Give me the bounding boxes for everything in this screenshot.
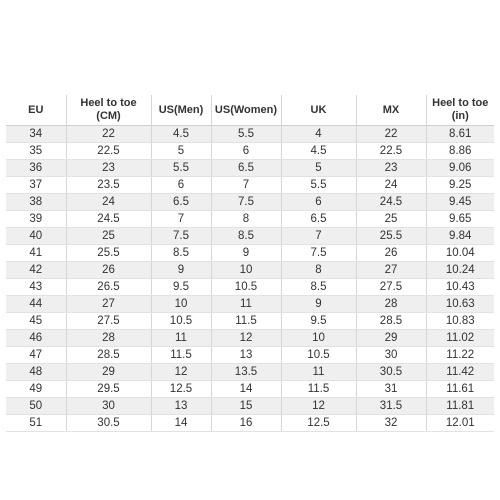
cell-eu: 44 xyxy=(6,296,66,313)
header-label: US(Women) xyxy=(214,103,278,116)
cell-heel-to-toe-in: 9.65 xyxy=(426,211,494,228)
cell-us-men: 6 xyxy=(151,177,211,194)
header-mx xyxy=(356,95,426,126)
header-heel-to-toe-cm xyxy=(66,95,151,126)
cell-mx: 22 xyxy=(356,126,426,143)
cell-uk: 5 xyxy=(281,160,356,177)
cell-us-women: 14 xyxy=(211,381,281,398)
cell-mx: 22.5 xyxy=(356,143,426,160)
cell-us-men: 9.5 xyxy=(151,279,211,296)
cell-mx: 30 xyxy=(356,347,426,364)
cell-uk: 11 xyxy=(281,364,356,381)
cell-heel-to-toe-cm: 24 xyxy=(66,194,151,211)
cell-heel-to-toe-cm: 22 xyxy=(66,126,151,143)
cell-heel-to-toe-in: 10.24 xyxy=(426,262,494,279)
cell-eu: 47 xyxy=(6,347,66,364)
cell-us-men: 13 xyxy=(151,398,211,415)
cell-heel-to-toe-cm: 28.5 xyxy=(66,347,151,364)
cell-eu: 39 xyxy=(6,211,66,228)
cell-uk: 12.5 xyxy=(281,415,356,432)
cell-heel-to-toe-in: 12.01 xyxy=(426,415,494,432)
header-us-men xyxy=(151,95,211,126)
cell-uk: 11.5 xyxy=(281,381,356,398)
cell-mx: 31 xyxy=(356,381,426,398)
header-sublabel: (in) xyxy=(451,110,469,122)
cell-us-women: 7.5 xyxy=(211,194,281,211)
cell-us-men: 12.5 xyxy=(151,381,211,398)
cell-heel-to-toe-in: 10.63 xyxy=(426,296,494,313)
table-row xyxy=(6,330,494,347)
cell-mx: 28 xyxy=(356,296,426,313)
cell-heel-to-toe-in: 9.45 xyxy=(426,194,494,211)
table-row xyxy=(6,126,494,143)
cell-eu: 50 xyxy=(6,398,66,415)
cell-mx: 24 xyxy=(356,177,426,194)
cell-uk: 10 xyxy=(281,330,356,347)
cell-heel-to-toe-cm: 27.5 xyxy=(66,313,151,330)
cell-mx: 27.5 xyxy=(356,279,426,296)
cell-uk: 7 xyxy=(281,228,356,245)
cell-eu: 36 xyxy=(6,160,66,177)
cell-us-women: 11.5 xyxy=(211,313,281,330)
cell-us-women: 5.5 xyxy=(211,126,281,143)
table-row xyxy=(6,296,494,313)
cell-eu: 34 xyxy=(6,126,66,143)
table-row xyxy=(6,364,494,381)
cell-us-men: 7 xyxy=(151,211,211,228)
cell-eu: 45 xyxy=(6,313,66,330)
cell-us-men: 5 xyxy=(151,143,211,160)
table-row xyxy=(6,194,494,211)
cell-eu: 43 xyxy=(6,279,66,296)
cell-eu: 46 xyxy=(6,330,66,347)
cell-us-women: 6.5 xyxy=(211,160,281,177)
table-row xyxy=(6,143,494,160)
cell-heel-to-toe-in: 10.43 xyxy=(426,279,494,296)
header-eu xyxy=(6,95,66,126)
cell-heel-to-toe-in: 9.06 xyxy=(426,160,494,177)
cell-heel-to-toe-in: 11.22 xyxy=(426,347,494,364)
cell-eu: 35 xyxy=(6,143,66,160)
cell-us-women: 15 xyxy=(211,398,281,415)
cell-uk: 8 xyxy=(281,262,356,279)
header-sublabel: (CM) xyxy=(96,110,121,122)
cell-us-women: 10 xyxy=(211,262,281,279)
cell-uk: 4 xyxy=(281,126,356,143)
cell-eu: 48 xyxy=(6,364,66,381)
header-label: Heel to toe xyxy=(432,97,489,109)
cell-heel-to-toe-cm: 23.5 xyxy=(66,177,151,194)
cell-us-men: 12 xyxy=(151,364,211,381)
header-us-women xyxy=(211,95,281,126)
cell-eu: 49 xyxy=(6,381,66,398)
cell-heel-to-toe-cm: 25 xyxy=(66,228,151,245)
cell-us-women: 6 xyxy=(211,143,281,160)
cell-mx: 26 xyxy=(356,245,426,262)
cell-us-women: 9 xyxy=(211,245,281,262)
cell-heel-to-toe-cm: 30 xyxy=(66,398,151,415)
cell-uk: 4.5 xyxy=(281,143,356,160)
cell-heel-to-toe-cm: 29 xyxy=(66,364,151,381)
cell-heel-to-toe-in: 8.86 xyxy=(426,143,494,160)
cell-uk: 10.5 xyxy=(281,347,356,364)
cell-us-women: 13.5 xyxy=(211,364,281,381)
cell-mx: 30.5 xyxy=(356,364,426,381)
cell-heel-to-toe-cm: 30.5 xyxy=(66,415,151,432)
cell-mx: 31.5 xyxy=(356,398,426,415)
cell-heel-to-toe-cm: 25.5 xyxy=(66,245,151,262)
cell-heel-to-toe-cm: 24.5 xyxy=(66,211,151,228)
cell-us-women: 7 xyxy=(211,177,281,194)
cell-us-men: 5.5 xyxy=(151,160,211,177)
table-row xyxy=(6,398,494,415)
cell-mx: 27 xyxy=(356,262,426,279)
cell-us-men: 11.5 xyxy=(151,347,211,364)
header-label: MX xyxy=(382,103,400,116)
table-row xyxy=(6,381,494,398)
cell-heel-to-toe-in: 11.02 xyxy=(426,330,494,347)
table-row xyxy=(6,262,494,279)
table-row xyxy=(6,313,494,330)
cell-heel-to-toe-cm: 26.5 xyxy=(66,279,151,296)
header-label: US(Men) xyxy=(158,103,204,116)
table-row xyxy=(6,245,494,262)
cell-heel-to-toe-in: 9.25 xyxy=(426,177,494,194)
cell-heel-to-toe-in: 11.61 xyxy=(426,381,494,398)
table-row xyxy=(6,279,494,296)
header-heel-to-toe-in xyxy=(426,95,494,126)
cell-mx: 24.5 xyxy=(356,194,426,211)
cell-eu: 38 xyxy=(6,194,66,211)
cell-heel-to-toe-cm: 28 xyxy=(66,330,151,347)
cell-eu: 51 xyxy=(6,415,66,432)
cell-mx: 32 xyxy=(356,415,426,432)
table-header-row xyxy=(6,95,494,126)
cell-uk: 5.5 xyxy=(281,177,356,194)
cell-us-women: 11 xyxy=(211,296,281,313)
cell-eu: 42 xyxy=(6,262,66,279)
cell-eu: 37 xyxy=(6,177,66,194)
table-row xyxy=(6,347,494,364)
cell-mx: 29 xyxy=(356,330,426,347)
cell-heel-to-toe-cm: 27 xyxy=(66,296,151,313)
cell-us-women: 8.5 xyxy=(211,228,281,245)
cell-uk: 6.5 xyxy=(281,211,356,228)
header-label: EU xyxy=(28,103,44,116)
cell-heel-to-toe-in: 10.83 xyxy=(426,313,494,330)
cell-uk: 9 xyxy=(281,296,356,313)
cell-us-men: 8.5 xyxy=(151,245,211,262)
cell-eu: 40 xyxy=(6,228,66,245)
cell-uk: 12 xyxy=(281,398,356,415)
cell-mx: 25.5 xyxy=(356,228,426,245)
cell-uk: 7.5 xyxy=(281,245,356,262)
cell-mx: 23 xyxy=(356,160,426,177)
cell-us-men: 4.5 xyxy=(151,126,211,143)
cell-mx: 28.5 xyxy=(356,313,426,330)
table-row xyxy=(6,415,494,432)
cell-eu: 41 xyxy=(6,245,66,262)
cell-us-men: 14 xyxy=(151,415,211,432)
header-uk xyxy=(281,95,356,126)
cell-heel-to-toe-cm: 23 xyxy=(66,160,151,177)
cell-us-women: 8 xyxy=(211,211,281,228)
cell-heel-to-toe-in: 11.81 xyxy=(426,398,494,415)
cell-us-men: 10.5 xyxy=(151,313,211,330)
cell-us-men: 7.5 xyxy=(151,228,211,245)
cell-us-women: 10.5 xyxy=(211,279,281,296)
table-row xyxy=(6,160,494,177)
cell-us-men: 9 xyxy=(151,262,211,279)
cell-heel-to-toe-in: 10.04 xyxy=(426,245,494,262)
table-body xyxy=(6,126,494,432)
size-chart-table xyxy=(6,95,494,432)
cell-uk: 9.5 xyxy=(281,313,356,330)
cell-heel-to-toe-in: 11.42 xyxy=(426,364,494,381)
cell-mx: 25 xyxy=(356,211,426,228)
cell-us-women: 12 xyxy=(211,330,281,347)
cell-uk: 6 xyxy=(281,194,356,211)
cell-heel-to-toe-cm: 26 xyxy=(66,262,151,279)
header-label: Heel to toe xyxy=(80,97,137,109)
cell-heel-to-toe-in: 8.61 xyxy=(426,126,494,143)
cell-us-women: 13 xyxy=(211,347,281,364)
cell-heel-to-toe-in: 9.84 xyxy=(426,228,494,245)
cell-us-men: 11 xyxy=(151,330,211,347)
table-row xyxy=(6,211,494,228)
cell-heel-to-toe-cm: 22.5 xyxy=(66,143,151,160)
cell-uk: 8.5 xyxy=(281,279,356,296)
cell-heel-to-toe-cm: 29.5 xyxy=(66,381,151,398)
table-row xyxy=(6,177,494,194)
cell-us-men: 6.5 xyxy=(151,194,211,211)
cell-us-women: 16 xyxy=(211,415,281,432)
header-label: UK xyxy=(310,103,327,116)
cell-us-men: 10 xyxy=(151,296,211,313)
table-row xyxy=(6,228,494,245)
